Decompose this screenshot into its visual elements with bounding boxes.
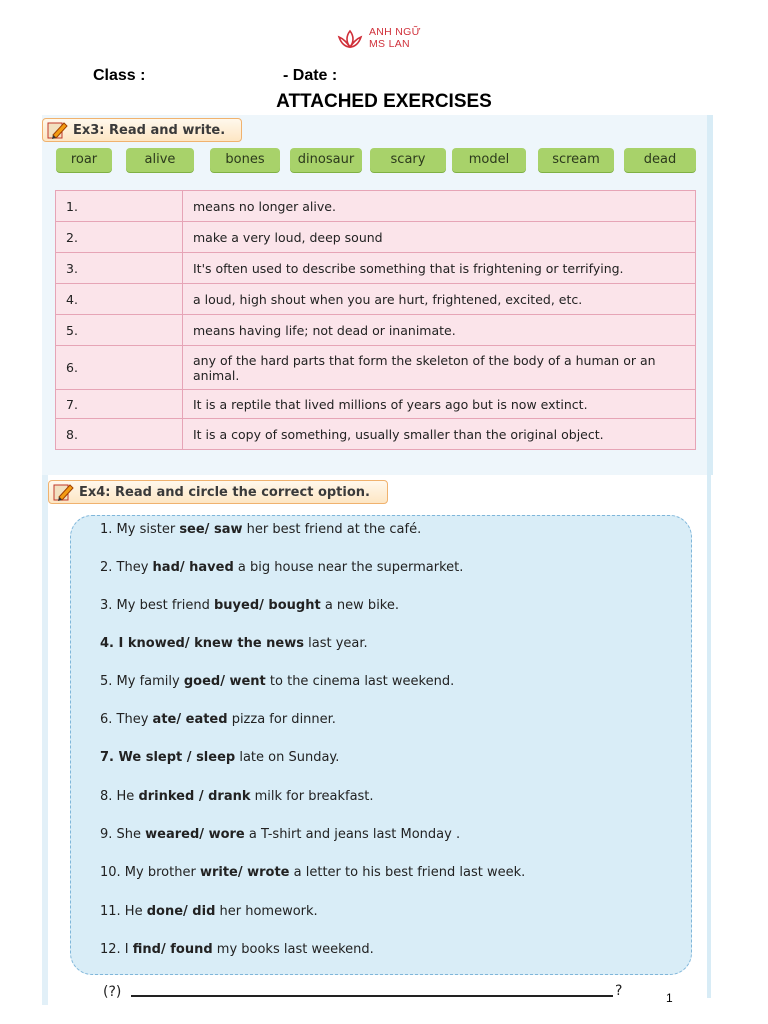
row-definition: means having life; not dead or inanimate. [183,315,696,346]
question-item [100,522,421,537]
ex3-heading-text: Ex3: Read and write. [73,123,226,138]
question-text: 5. My family [100,674,184,689]
question-text: 9. She [100,827,146,842]
row-number: 4. [56,284,183,315]
question-text: 7. We [100,750,146,765]
answer-options[interactable]: write/ wrote [199,865,290,880]
logo-line-1: ANH NGỮ [369,26,421,38]
word-chip: bones [210,148,280,172]
row-definition: make a very loud, deep sound [183,222,696,253]
answer-options[interactable]: weared/ wore [145,827,245,842]
table-row [56,222,696,253]
word-chip: dinosaur [290,148,362,172]
word-chip: model [452,148,526,172]
pencil-icon [53,482,75,502]
table-row [56,284,696,315]
question-text: late on Sunday. [235,750,340,765]
row-definition: It's often used to describe something that is frightening or terrifying. [183,253,696,284]
question-prefix: (?) [103,984,122,1000]
date-label: - Date : [283,67,338,84]
panel-edge-right [707,128,711,998]
ex4-heading [48,480,388,504]
row-definition: It is a copy of something, usually smaller than the original object. [183,419,696,450]
word-chip: scary [370,148,446,172]
logo [336,26,446,58]
row-number: 6. [56,346,183,390]
answer-options[interactable]: buyed/ bought [214,598,321,613]
row-definition: a loud, high shout when you are hurt, frightened, excited, etc. [183,284,696,315]
question-suffix: ? [615,983,623,999]
question-text: her homework. [215,904,318,919]
answer-blank-line[interactable] [131,995,613,997]
logo-line-2: MS LAN [369,38,410,50]
question-item [100,904,318,919]
row-definition: any of the hard parts that form the skeleton of the body of a human or an animal. [183,346,696,390]
word-bank [52,148,702,178]
row-number: 7. [56,390,183,419]
answer-options[interactable]: find/ found [132,942,213,957]
question-text: 6. They [100,712,153,727]
question-item [100,636,368,651]
row-definition: means no longer alive. [183,191,696,222]
table-row [56,191,696,222]
word-chip: alive [126,148,194,172]
answer-options[interactable]: see/ saw [179,522,243,537]
logo-text [369,26,421,50]
row-number: 2. [56,222,183,253]
question-text: 11. He [100,904,147,919]
answer-options[interactable]: ate/ eated [152,712,228,727]
question-item [100,865,525,880]
row-number: 5. [56,315,183,346]
class-label: Class : [93,67,146,84]
table-row [56,253,696,284]
table-row [56,346,696,390]
question-text: milk for breakfast. [250,789,374,804]
definitions-table [55,190,696,450]
word-chip: dead [624,148,696,172]
word-chip: roar [56,148,112,172]
question-text: 4. I [100,636,128,651]
question-text: a letter to his best friend last week. [289,865,526,880]
question-text: my books last weekend. [212,942,374,957]
question-text: last year. [304,636,368,651]
question-text: pizza for dinner. [227,712,336,727]
question-text: a T-shirt and jeans last Monday . [244,827,461,842]
question-item [100,750,339,765]
question-text: 1. My sister [100,522,180,537]
question-text: 3. My best friend [100,598,214,613]
table-row [56,419,696,450]
lotus-logo-icon [336,28,364,50]
table-row [56,390,696,419]
answer-options[interactable]: goed/ went [183,674,266,689]
pencil-icon [47,120,69,140]
row-number: 8. [56,419,183,450]
page-title: ATTACHED EXERCISES [276,91,492,112]
question-text: a new bike. [320,598,399,613]
question-text: 2. They [100,560,153,575]
question-text: a big house near the supermarket. [233,560,464,575]
question-text: her best friend at the café. [242,522,422,537]
answer-options[interactable]: done/ did [146,904,216,919]
question-text: 12. I [100,942,133,957]
answer-options[interactable]: drinked / drank [138,789,251,804]
question-item [100,827,460,842]
panel-edge [42,475,48,1005]
question-text: 8. He [100,789,139,804]
row-number: 1. [56,191,183,222]
row-number: 3. [56,253,183,284]
question-item [100,942,374,957]
question-item [100,598,399,613]
row-definition: It is a reptile that lived millions of years ago but is now extinct. [183,390,696,419]
table-row [56,315,696,346]
ex4-heading-text: Ex4: Read and circle the correct option. [79,485,370,500]
ex3-heading [42,118,242,142]
word-chip: scream [538,148,614,172]
question-item [100,712,336,727]
answer-options[interactable]: knowed/ knew the news [127,636,304,651]
question-text: 10. My brother [100,865,200,880]
answer-options[interactable]: slept / sleep [145,750,236,765]
page-number: 1 [666,991,673,1005]
question-text: to the cinema last weekend. [265,674,455,689]
answer-options[interactable]: had/ haved [152,560,234,575]
question-item [100,789,374,804]
question-item [100,560,463,575]
question-item [100,674,454,689]
